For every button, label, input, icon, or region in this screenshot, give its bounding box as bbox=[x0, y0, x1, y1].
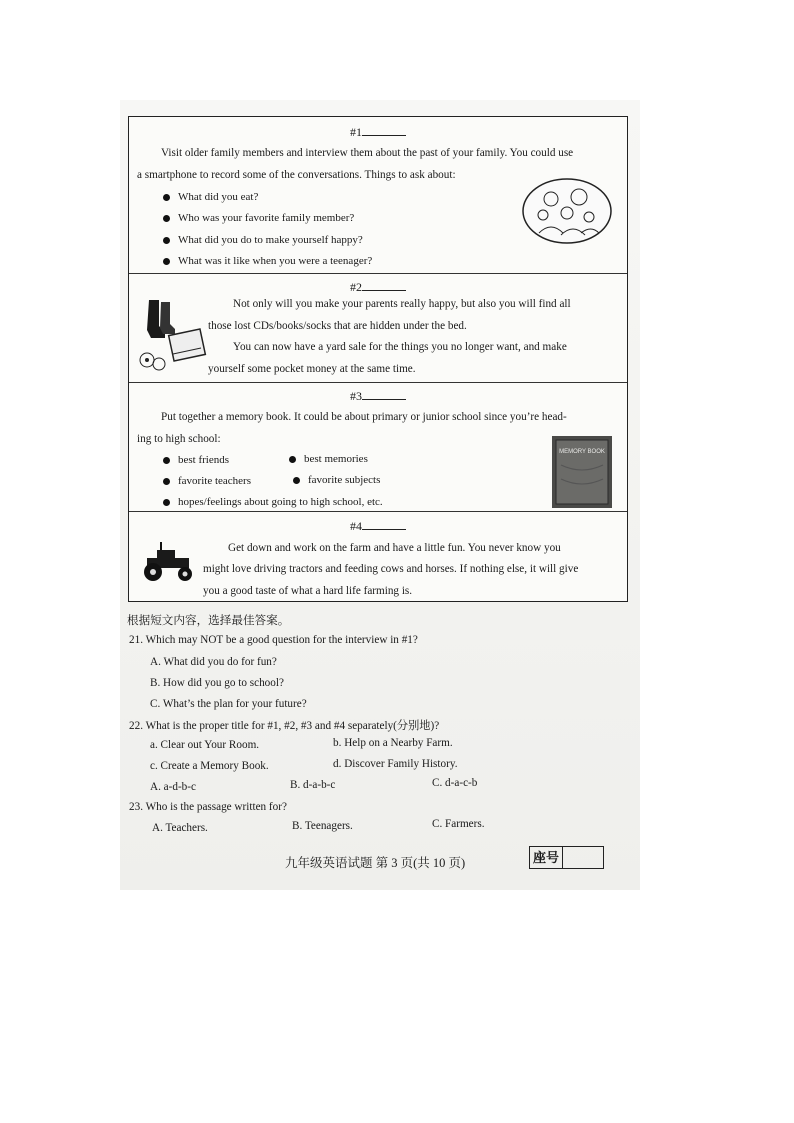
question-22-title-a: a. Clear out Your Room. bbox=[150, 739, 260, 751]
list-item: What did you do to make yourself happy? bbox=[163, 234, 363, 246]
family-illustration bbox=[521, 177, 613, 245]
question-22-option-b: B. d-a-b-c bbox=[290, 779, 336, 791]
socks-books-cds-illustration bbox=[135, 296, 207, 372]
question-23-option-b: B. Teenagers. bbox=[292, 820, 353, 832]
passage-4-text: might love driving tractors and feeding cows and horses. If nothing else, it will give bbox=[203, 563, 579, 575]
list-item: favorite subjects bbox=[293, 474, 380, 486]
page-footer: 九年级英语试题 第 3 页(共 10 页) bbox=[285, 856, 466, 870]
passage-1-text: Visit older family members and interview them about the past of your family. You could use bbox=[161, 147, 574, 159]
passage-3-text: ing to high school: bbox=[137, 433, 221, 445]
question-22-option-c: C. d-a-c-b bbox=[432, 777, 478, 789]
passage-1 bbox=[129, 117, 627, 273]
question-21-stem: 21. Which may NOT be a good question for the interview in #1? bbox=[129, 634, 418, 646]
passage-3-title: #3 bbox=[129, 389, 627, 404]
question-22-option-a: A. a-d-b-c bbox=[150, 781, 196, 793]
list-item: best memories bbox=[289, 453, 368, 465]
passage-4-text: you a good taste of what a hard life farming is. bbox=[203, 585, 413, 597]
passage-2-title: #2 bbox=[129, 280, 627, 295]
list-item: What was it like when you were a teenager? bbox=[163, 255, 372, 267]
passage-2 bbox=[129, 273, 627, 382]
question-22-title-b: b. Help on a Nearby Farm. bbox=[333, 737, 453, 749]
passage-4-text: Get down and work on the farm and have a little fun. You never know you bbox=[228, 542, 561, 554]
question-22-title-d: d. Discover Family History. bbox=[333, 758, 458, 770]
passage-3-text: Put together a memory book. It could be about primary or junior school since you’re head- bbox=[161, 411, 567, 423]
passage-2-text: yourself some pocket money at the same time. bbox=[208, 363, 416, 375]
seat-number-label: 座号 bbox=[530, 847, 563, 868]
question-23-stem: 23. Who is the passage written for? bbox=[129, 801, 287, 813]
list-item: Who was your favorite family member? bbox=[163, 212, 354, 224]
passage-2-text: You can now have a yard sale for the things you no longer want, and make bbox=[233, 341, 567, 353]
passage-3 bbox=[129, 382, 627, 511]
question-21-option-c: C. What’s the plan for your future? bbox=[150, 698, 307, 710]
svg-text:MEMORY BOOK: MEMORY BOOK bbox=[559, 449, 605, 455]
tractor-illustration bbox=[139, 540, 201, 582]
list-item: best friends bbox=[163, 454, 229, 466]
seat-number-box bbox=[529, 846, 604, 869]
passage-4 bbox=[129, 511, 627, 600]
question-22-title-c: c. Create a Memory Book. bbox=[150, 760, 269, 772]
list-item: favorite teachers bbox=[163, 475, 251, 487]
instruction-text: 根据短文内容，选择最佳答案。 bbox=[127, 614, 290, 627]
passage-1-text: a smartphone to record some of the conversations. Things to ask about: bbox=[137, 169, 456, 181]
question-21-option-b: B. How did you go to school? bbox=[150, 677, 284, 689]
list-item: hopes/feelings about going to high school, etc. bbox=[163, 496, 383, 508]
passage-1-title: #1 bbox=[129, 125, 627, 140]
question-22-stem: 22. What is the proper title for #1, #2, #3 and #4 separately(分别地)? bbox=[129, 720, 440, 732]
list-item: What did you eat? bbox=[163, 191, 258, 203]
passage-2-text: Not only will you make your parents really happy, but also you will find all bbox=[233, 298, 571, 310]
question-21-option-a: A. What did you do for fun? bbox=[150, 656, 277, 668]
reading-passage-box bbox=[128, 116, 628, 602]
memory-book-illustration bbox=[551, 435, 613, 509]
question-23-option-a: A. Teachers. bbox=[152, 822, 208, 834]
question-23-option-c: C. Farmers. bbox=[432, 818, 485, 830]
passage-2-text: those lost CDs/books/socks that are hidden under the bed. bbox=[208, 320, 467, 332]
passage-4-title: #4 bbox=[129, 519, 627, 534]
